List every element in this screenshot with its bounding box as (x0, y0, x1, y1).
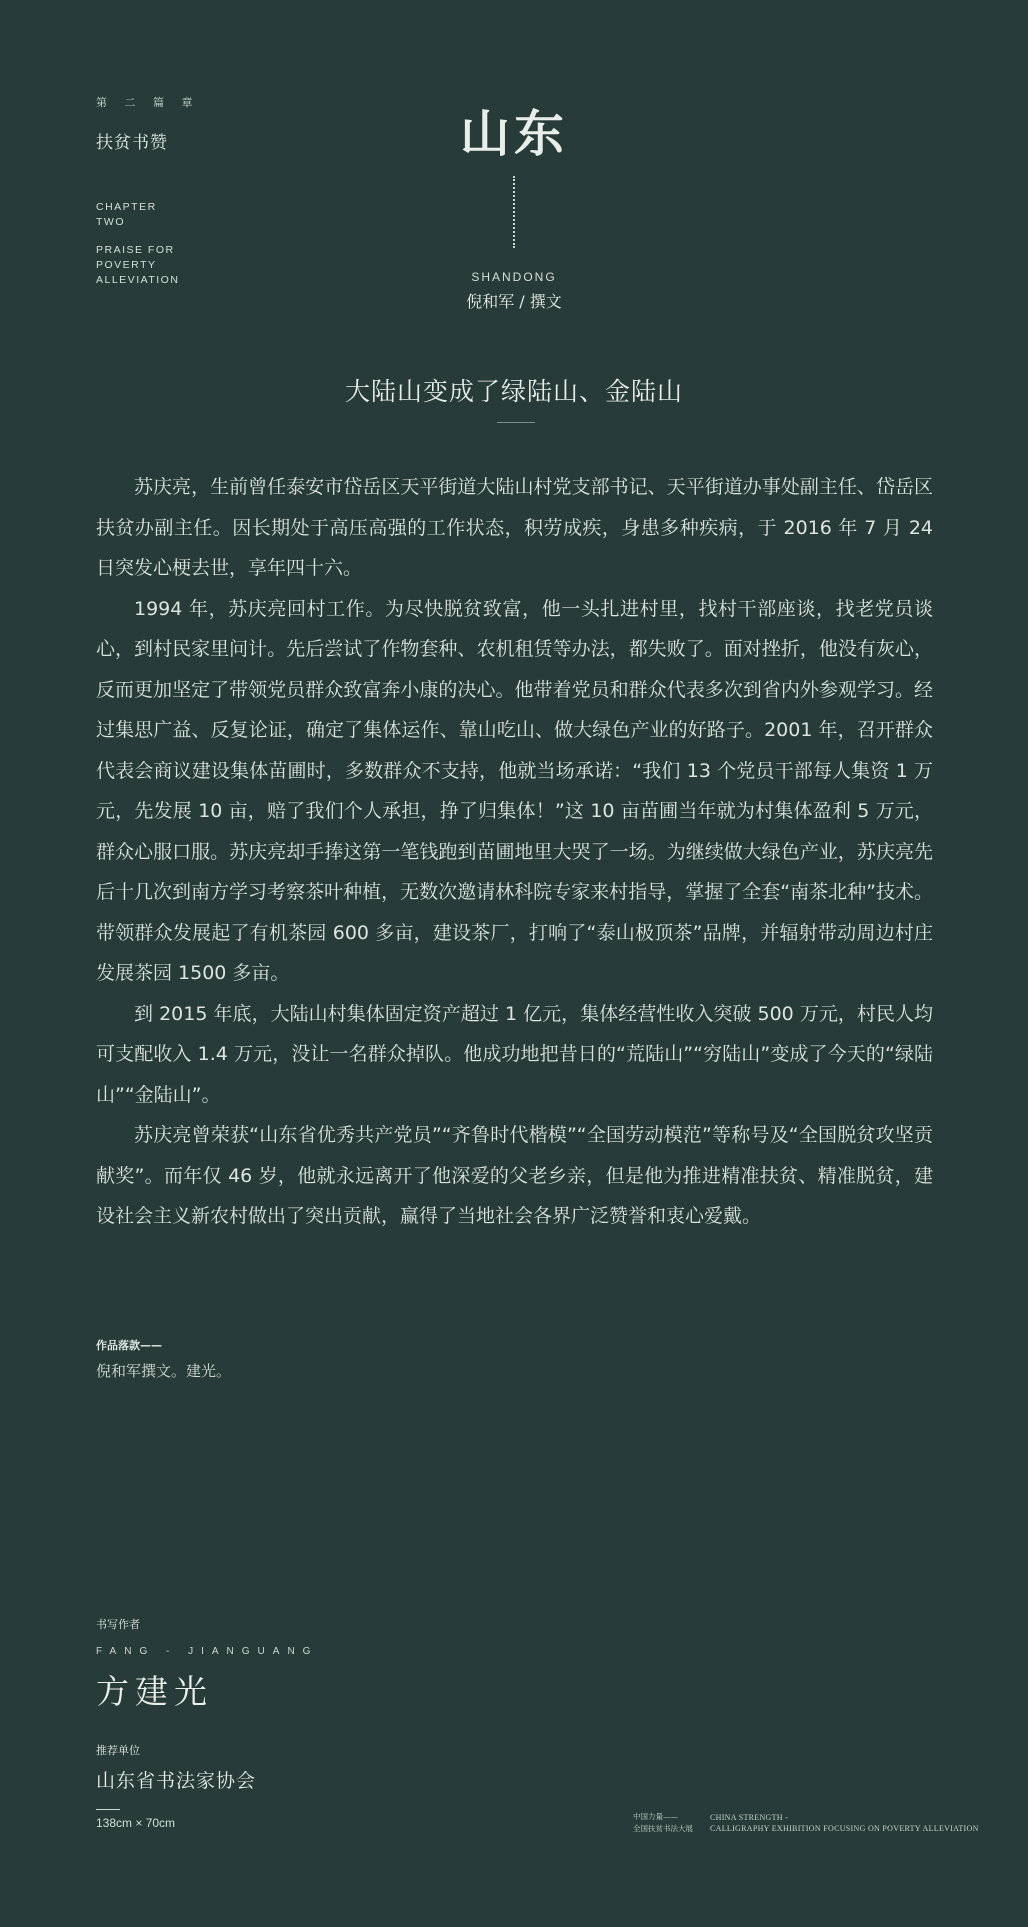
recommending-unit-name: 山东省书法家协会 (96, 1770, 257, 1792)
article-paragraph: 到 2015 年底，大陆山村集体固定资产超过 1 亿元，集体经营性收入突破 500 万元，村民人均可支配收入 1.4 万元，没让一名群众掉队。他成功地把昔日的“荒陆山”“穷陆山”变成了今天的“绿陆山”“金陆山”。 (96, 1002, 933, 1106)
article-title: 大陆山变成了绿陆山、金陆山 (344, 377, 683, 406)
chapter-en-line: POVERTY (96, 259, 157, 271)
title-underline (497, 422, 535, 423)
logo-cn-line: 全国扶贫书法大展 (633, 1824, 693, 1833)
chapter-english-caption (96, 200, 179, 288)
logo-cn-line: 中国力量—— (633, 1812, 678, 1821)
inscription-label: 作品落款—— (96, 1339, 162, 1352)
region-english: SHANDONG (471, 270, 557, 284)
writer-label: 书写作者 (96, 1618, 140, 1631)
chapter-label: 第 二 篇 章 (96, 96, 200, 109)
article-paragraph: 苏庆亮曾荣获“山东省优秀共产党员”“齐鲁时代楷模”“全国劳动模范”等称号及“全国脱贫攻坚贡献奖”。而年仅 46 岁，他就永远离开了他深爱的父老乡亲，但是他为推进精准扶贫、精准脱贫，建设社会主义新农村做出了突出贡献，赢得了当地社会各界广泛赞誉和衷心爱戴。 (96, 1124, 933, 1227)
chapter-en-line: ALLEVIATION (96, 274, 180, 286)
logo-en-line: CALLIGRAPHY EXHIBITION FOCUSING ON POVERTY ALLEVIATION (710, 1824, 979, 1833)
size-divider (96, 1809, 120, 1810)
dotted-divider (513, 176, 517, 248)
exhibition-logo-en (710, 1812, 979, 1834)
logo-en-line: CHINA STRENGTH - (710, 1813, 789, 1822)
exhibition-logo-cn (633, 1811, 693, 1835)
writer-name: 方建光 (96, 1672, 213, 1711)
chapter-en-line: CHAPTER (96, 201, 157, 213)
inscription-text: 倪和军撰文。建光。 (96, 1362, 232, 1380)
region-title: 山东 (460, 104, 568, 163)
chapter-title: 扶贫书赞 (96, 133, 168, 153)
writer-pinyin: FANG - JIANGUANG (96, 1646, 319, 1657)
article-paragraph: 苏庆亮，生前曾任泰安市岱岳区天平街道大陆山村党支部书记、天平街道办事处副主任、岱岳区扶贫办副主任。因长期处于高压高强的工作状态，积劳成疾，身患多种疾病，于 2016 年 7 月 24 日突发心梗去世，享年四十六。 (96, 476, 933, 579)
article-body (96, 467, 933, 1237)
article-paragraph: 1994 年，苏庆亮回村工作。为尽快脱贫致富，他一头扎进村里，找村干部座谈，找老党员谈心，到村民家里问计。先后尝试了作物套种、农机租赁等办法，都失败了。面对挫折，他没有灰心，反而更加坚定了带领党员群众致富奔小康的决心。他带着党员和群众代表多次到省内外参观学习。经过集思广益、反复论证，确定了集体运作、靠山吃山、做大绿色产业的好路子。2001 年，召开群众代表会商议建设集体苗圃时，多数群众不支持，他就当场承诺：“我们 13 个党员干部每人集资 1 万元，先发展 10 亩，赔了我们个人承担，挣了归集体！”这 10 亩苗圃当年就为村集体盈利 5 万元，群众心服口服。苏庆亮却手捧这第一笔钱跑到苗圃地里大哭了一场。为继续做大绿色产业，苏庆亮先后十几次到南方学习考察茶叶种植，无数次邀请林科院专家来村指导，掌握了全套“南茶北种”技术。带领群众发展起了有机茶园 600 多亩，建设茶厂，打响了“泰山极顶茶”品牌，并辐射带动周边村庄发展茶园 1500 多亩。 (96, 597, 933, 984)
artwork-size: 138cm × 70cm (96, 1816, 176, 1830)
chapter-en-line: PRAISE FOR (96, 244, 175, 256)
chapter-en-line: TWO (96, 216, 125, 228)
author-credit: 倪和军 / 撰文 (466, 292, 562, 311)
recommending-unit-label: 推荐单位 (96, 1744, 140, 1757)
